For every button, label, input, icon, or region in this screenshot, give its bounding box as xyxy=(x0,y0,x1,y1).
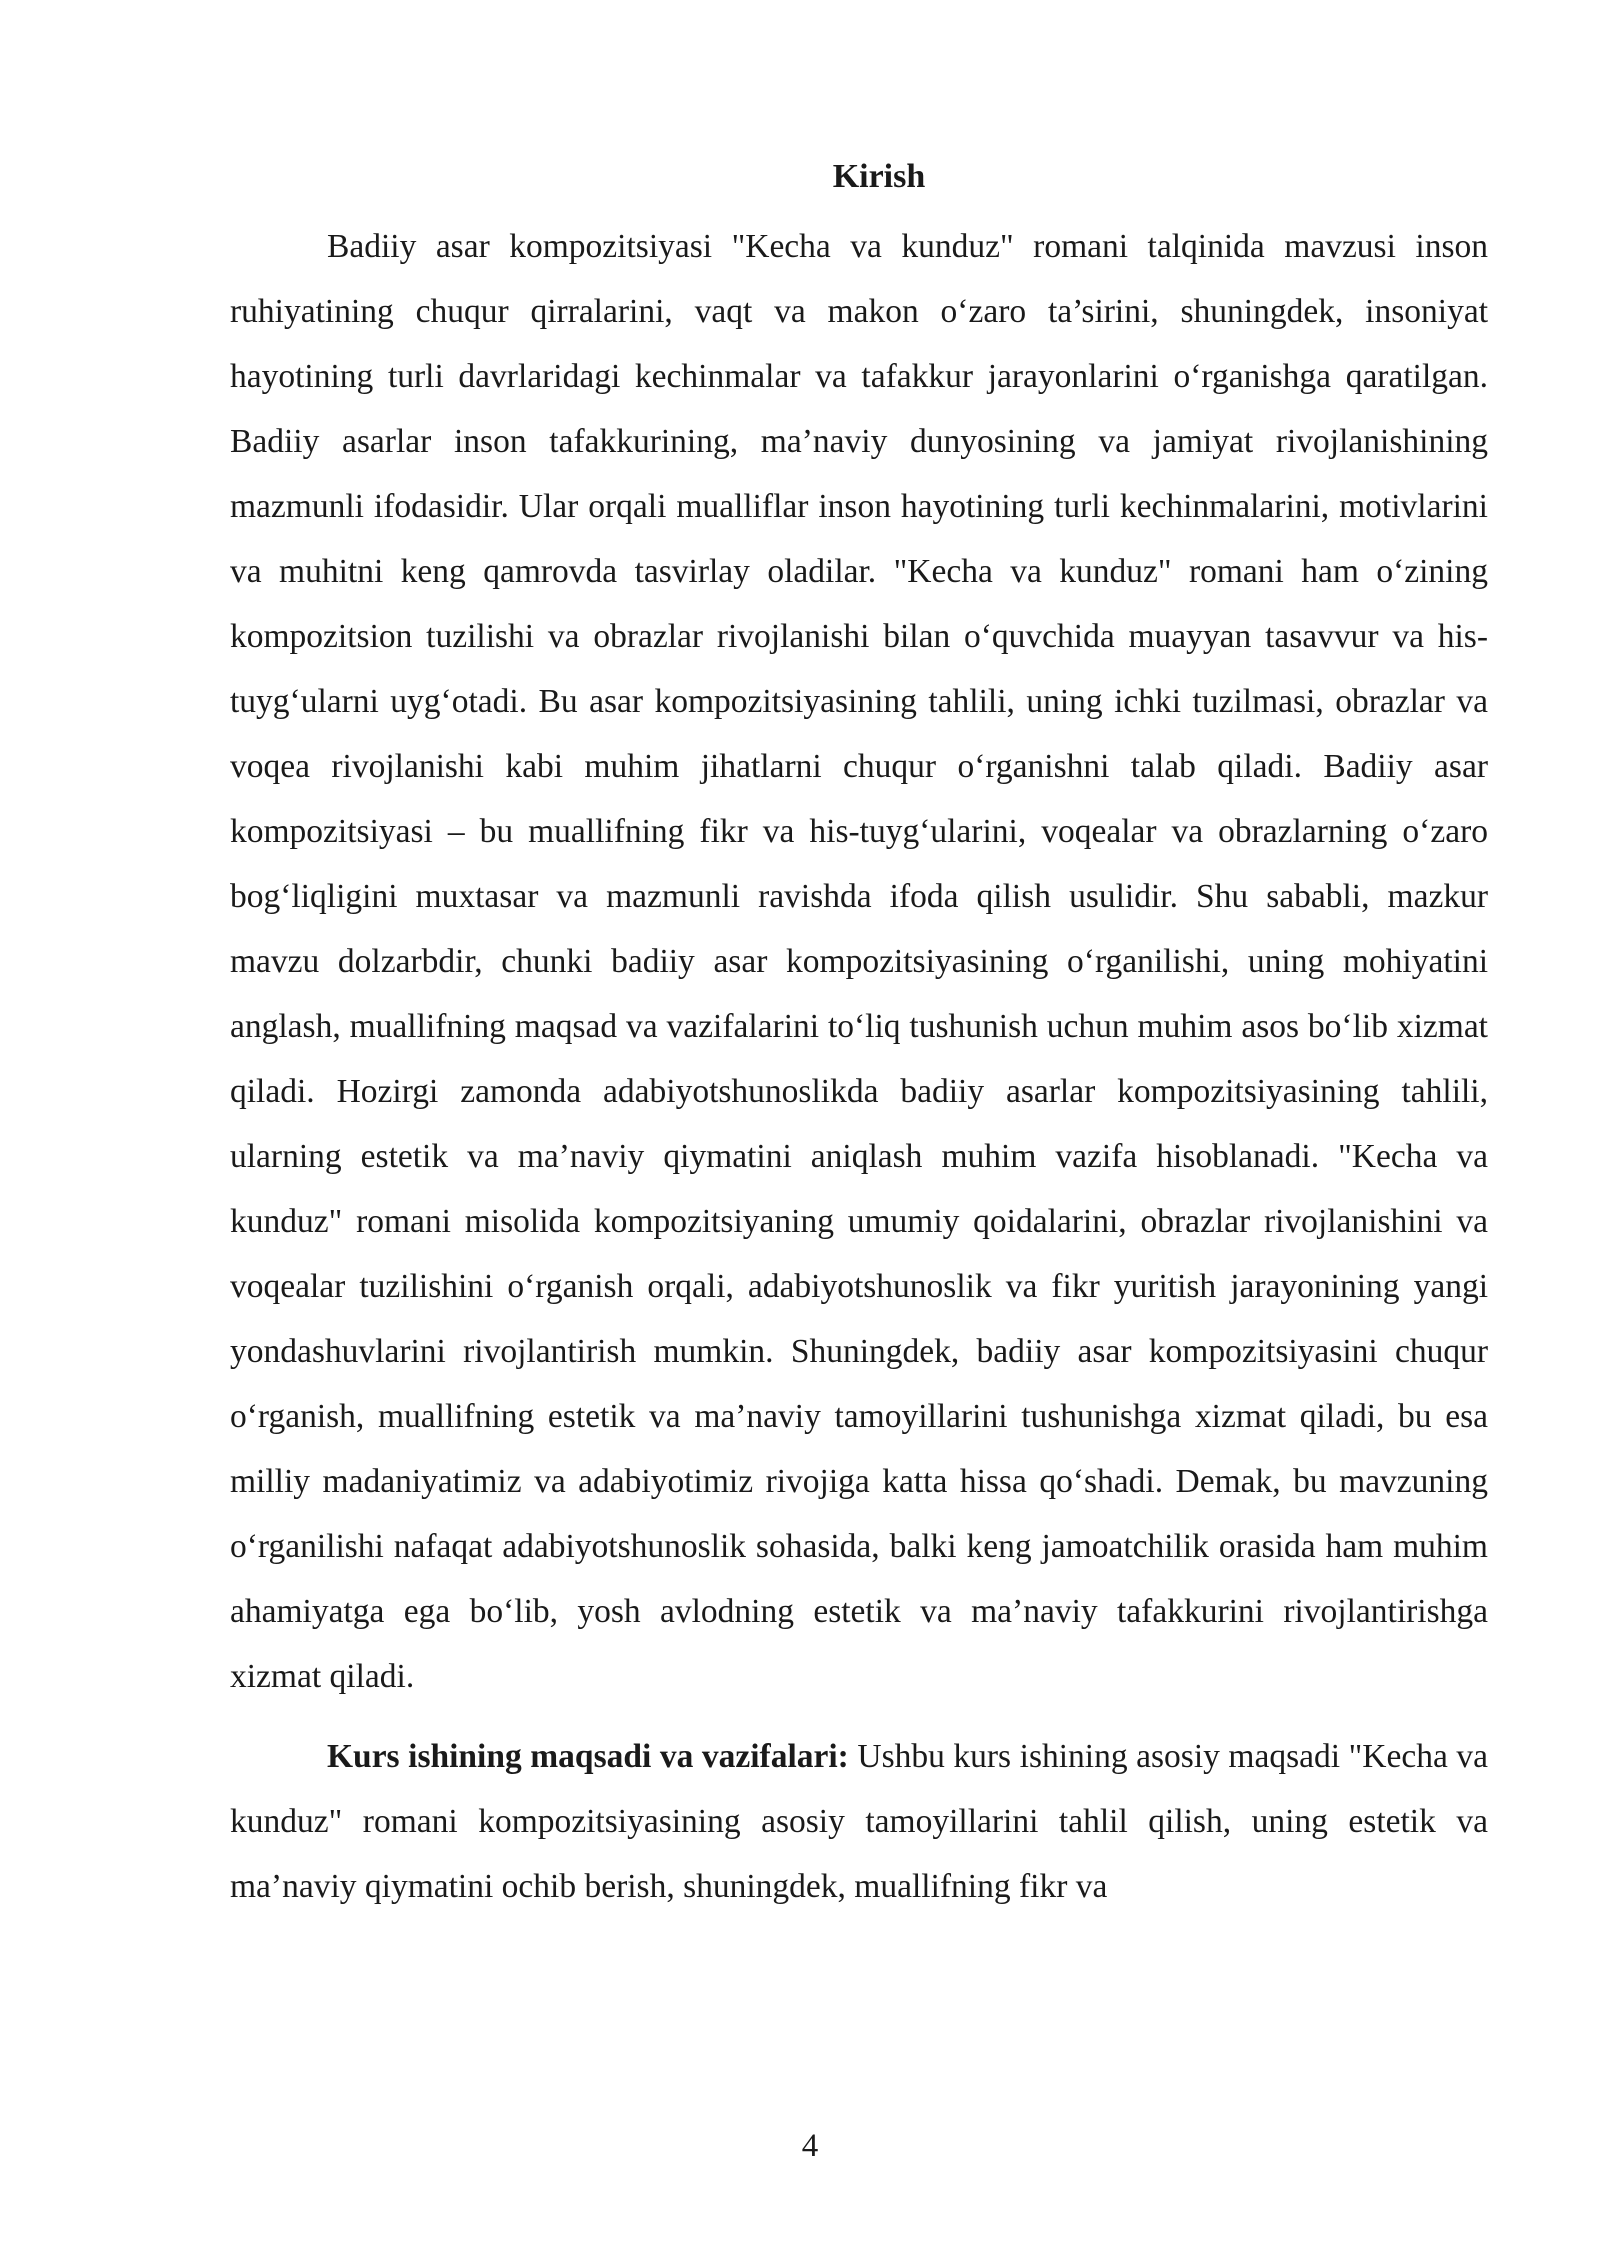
page-body xyxy=(230,150,1488,1919)
goals-text: Ushbu kurs ishining asosiy maqsadi "Kecha va kunduz" romani kompozitsiyasining asosiy tamoyillarini tahlil qilish, uning estetik va ma’naviy qiymatini ochib berish, shuningdek, muallifning fikr va xyxy=(230,1738,1488,1905)
page-number: 4 xyxy=(801,2128,819,2164)
goals-paragraph xyxy=(230,1724,1488,1919)
goals-heading: Kurs ishining maqsadi va vazifalari: xyxy=(327,1738,849,1775)
paragraph-text: Badiiy asar kompozitsiyasi "Kecha va kunduz" romani talqinida mavzusi inson ruhiyatining chuqur qirralarini, vaqt va makon o‘zaro ta’sirini, shuningdek, insoniyat hayotining turli davrlaridagi kechinmalar va tafakkur jarayonlarini o‘rganishga qaratilgan. Badiiy asarlar inson tafakkurining, ma’naviy dunyosining va jamiyat rivojlanishining mazmunli ifodasidir. Ular orqali mualliflar inson hayotining turli kechinmalarini, motivlarini va muhitni keng qamrovda tasvirlay oladilar. "Kecha va kunduz" romani ham o‘zining kompozitsion tuzilishi va obrazlar rivojlanishi bilan o‘quvchida muayyan tasavvur va his-tuyg‘ularni uyg‘otadi. Bu asar kompozitsiyasining tahlili, uning ichki tuzilmasi, obrazlar va voqea rivojlanishi kabi muhim jihatlarni chuqur o‘rganishni talab qiladi. Badiiy asar kompozitsiyasi – bu muallifning fikr va his-tuyg‘ularini, voqealar va obrazlarning o‘zaro bog‘liqligini muxtasar va mazmunli ravishda ifoda qilish usulidir. Shu sababli, mazkur mavzu dolzarbdir, chunki badiiy asar kompozitsiyasining o‘rganilishi, uning mohiyatini anglash, muallifning maqsad va vazifalarini to‘liq tushunish uchun muhim asos bo‘lib xizmat qiladi. Hozirgi zamonda adabiyotshunoslikda badiiy asarlar kompozitsiyasining tahlili, ularning estetik va ma’naviy qiymatini aniqlash muhim vazifa hisoblanadi. "Kecha va kunduz" romani misolida kompozitsiyaning umumiy qoidalarini, obrazlar rivojlanishini va voqealar tuzilishini o‘rganish orqali, adabiyotshunoslik va fikr yuritish jarayonining yangi yondashuvlarini rivojlantirish mumkin. Shuningdek, badiiy asar kompozitsiyasini chuqur o‘rganish, muallifning estetik va ma’naviy tamoyillarini tushunishga xizmat qiladi, bu esa milliy madaniyatimiz va adabiyotimiz rivojiga katta hissa qo‘shadi. Demak, bu mavzuning o‘rganilishi nafaqat adabiyotshunoslik sohasida, balki keng jamoatchilik orasida ham muhim ahamiyatga ega bo‘lib, yosh avlodning estetik va ma’naviy tafakkurini rivojlantirishga xizmat qiladi. xyxy=(230,228,1488,1695)
intro-paragraph xyxy=(230,214,1488,1709)
section-title: Kirish xyxy=(832,158,926,195)
